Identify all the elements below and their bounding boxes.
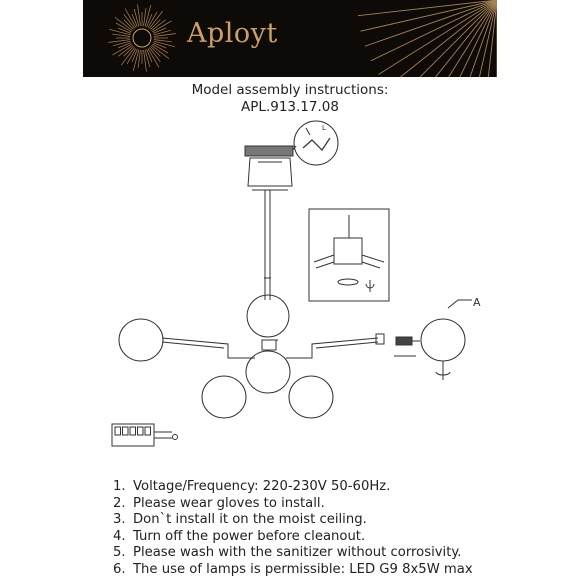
sunburst-graphic (83, 0, 497, 77)
brand-banner (83, 0, 497, 77)
instruction-item (113, 512, 473, 529)
instructions-title: Model assembly instructions: (191, 82, 389, 98)
instruction-text: The use of lamps is permissible: LED G9 8x5W max (133, 561, 473, 577)
globe-shade-center (246, 351, 290, 393)
instruction-text: Please wash with the sanitizer without corrosivity. (133, 545, 462, 561)
instruction-item (113, 479, 473, 496)
globe-shade-top (247, 295, 289, 337)
instruction-item (113, 529, 473, 546)
g9-bulb-icon (396, 337, 412, 345)
instruction-text: Voltage/Frequency: 220-230V 50-60Hz. (133, 479, 391, 494)
brand-logo: Aployt (187, 18, 278, 49)
callout-label: A (473, 296, 481, 309)
assembly-diagram (100, 118, 500, 458)
ceiling-plate (245, 146, 293, 156)
instruction-number: 6. (113, 561, 126, 577)
sun-logo-icon (133, 29, 151, 47)
instructions-list (113, 479, 473, 579)
svg-text:L: L (322, 124, 326, 132)
instruction-number: 3. (113, 512, 126, 528)
globe-shade-lower-right (289, 376, 333, 418)
instruction-number: 1. (113, 479, 126, 494)
globe-shade-lower-left (202, 376, 246, 418)
inset-socket-icon (334, 238, 362, 264)
instruction-number: 2. (113, 495, 126, 511)
globe-shade-left (119, 319, 163, 361)
instruction-text: Turn off the power before cleanout. (133, 528, 366, 544)
instruction-item (113, 496, 473, 513)
instruction-text: Please wear gloves to install. (133, 495, 325, 511)
instruction-number: 5. (113, 545, 126, 561)
instruction-number: 4. (113, 528, 126, 544)
wiring-detail-circle (294, 121, 338, 165)
globe-shade-detail (421, 319, 465, 361)
model-number: APL.913.17.08 (241, 99, 339, 115)
instruction-text: Don`t install it on the moist ceiling. (133, 512, 367, 528)
instruction-item (113, 562, 473, 579)
instruction-item (113, 545, 473, 562)
